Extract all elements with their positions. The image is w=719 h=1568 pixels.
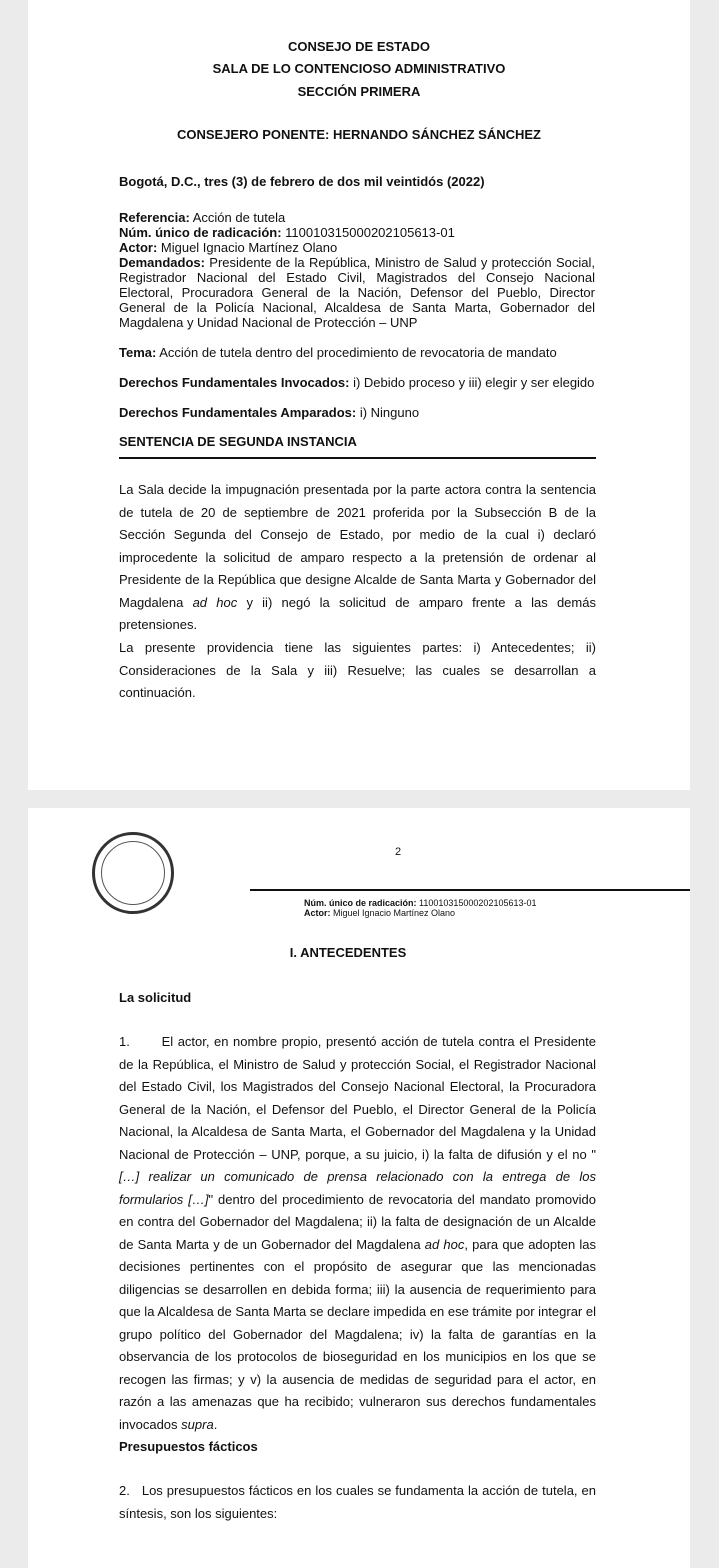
text: " dentro del procedimiento de revocatoria del mandato promovido en contra del Gobernador del Magdalena; ii) la falta de designación de un Alcalde de Santa Marta y de un Gobernador del Magdalena [119,1191,596,1252]
document-page-1 [28,0,690,790]
label: Derechos Fundamentales Invocados: [119,375,350,390]
text-italic: ad hoc [192,594,238,610]
label: Demandados: [119,255,205,270]
page-number: 2 [394,846,402,858]
value: 110010315000202105613-01 [416,898,537,908]
court-name: CONSEJO DE ESTADO [287,39,431,54]
text: . [213,1416,218,1432]
chamber-name: SALA DE LO CONTENCIOSO ADMINISTRATIVO [212,61,506,76]
tema-line [119,345,557,360]
document-page-2 [28,808,690,1568]
value: 110010315000202105613-01 [281,225,455,240]
subtitle: La solicitud [119,990,192,1005]
label: Núm. único de radicación: [119,225,282,240]
text-italic: […] realizar un comunicado de prensa relacionado con la entrega de los formularios […] [119,1169,596,1207]
label: Núm. único de radicación: [304,898,417,908]
section-title: I. ANTECEDENTES [289,945,407,960]
seal-logo [92,832,174,914]
label: Derechos Fundamentales Amparados: [119,405,357,420]
paragraph [119,1031,596,1436]
value: Acción de tutela dentro del procedimiento de revocatoria de mandato [156,345,557,360]
paragraph: 2. Los presupuestos fácticos en los cuales se fundamenta la acción de tutela, en síntesis, son los siguientes: [119,1483,596,1521]
value: Miguel Ignacio Martínez Olano [157,240,338,255]
value: i) Ninguno [356,405,420,420]
value: Acción de tutela [189,210,286,225]
divider [119,457,596,459]
header-radicacion [304,898,536,908]
header-rule [250,889,690,891]
value: i) Debido proceso y iii) elegir y ser elegido [349,375,595,390]
text: La Sala decide la impugnación presentada por la parte actora contra la sentencia de tutela de 20 de septiembre de 2021 proferida por la Subsección B de la Sección Segunda del Consejo de Estado, por medio de la cual i) declaró improcedente la solicitud de amparo respecto a la pretensión de ordenar al Presidente de la República que designe Alcalde de Santa Marta y Gobernador del Magdalena [119,482,596,610]
section-name: SECCIÓN PRIMERA [297,84,421,99]
header-actor [304,908,455,918]
text: y ii) negó la solicitud de amparo frente a las demás pretensiones. [119,594,596,632]
subtitle: Presupuestos fácticos [119,1439,258,1454]
value: Miguel Ignacio Martínez Olano [330,908,456,918]
text: , para que adopten las decisiones pertinentes con el propósito de asegurar que las mencionadas diligencias se desarrollen en debida forma; iii) la ausencia de requerimiento para que la Alcaldesa de Santa Marta se declare impedida en ese trámite por integrar el grupo político del Gobernador del Magdalena; iv) la falta de garantías en la observancia de los protocolos de bioseguridad en los municipios en los que se recogen las firmas; y v) la ausencia de medidas de seguridad para el actor, en razón a las amenazas que ha recibido; vulneraron sus derechos fundamentales invocados [119,1236,596,1432]
label: Referencia: [119,210,190,225]
label: Actor: [304,908,331,918]
amparados-line [119,405,419,420]
paragraph [119,479,596,637]
date-line: Bogotá, D.C., tres (3) de febrero de dos mil veintidós (2022) [119,174,485,189]
value: Presidente de la República, Ministro de Salud y protección Social, Registrador Nacional del Estado Civil, Magistrados del Consejo Nacional Electoral, Procuradora General de la Nación, Defensor del Pueblo, Director General de la Policía Nacional, Alcaldesa de Santa Marta, Gobernador del Magdalena y Unidad Nacional de Protección – UNP [119,255,595,330]
text-italic: supra [181,1416,214,1432]
text-italic: ad hoc [424,1236,465,1252]
ponente: CONSEJERO PONENTE: HERNANDO SÁNCHEZ SÁNCHEZ [176,127,542,142]
sentencia-title: SENTENCIA DE SEGUNDA INSTANCIA [119,434,357,449]
reference-block [119,210,595,330]
label: Tema: [119,345,157,360]
label: Actor: [119,240,158,255]
invocados-line [119,375,594,390]
text: 1. El actor, en nombre propio, presentó acción de tutela contra el Presidente de la República, el Ministro de Salud y protección Social, el Registrador Nacional del Estado Civil, los Magistrados del Consejo Nacional Electoral, la Procuradora General de la Nación, el Defensor del Pueblo, el Director General de la Policía Nacional, la Alcaldesa de Santa Marta, el Gobernador del Magdalena y la Unidad Nacional de Protección – UNP, porque, a su juicio, i) la falta de difusión y el no " [119,1034,596,1162]
paragraph: La presente providencia tiene las siguientes partes: i) Antecedentes; ii) Consideraciones de la Sala y iii) Resuelve; las cuales se desarrollan a continuación. [119,640,596,700]
